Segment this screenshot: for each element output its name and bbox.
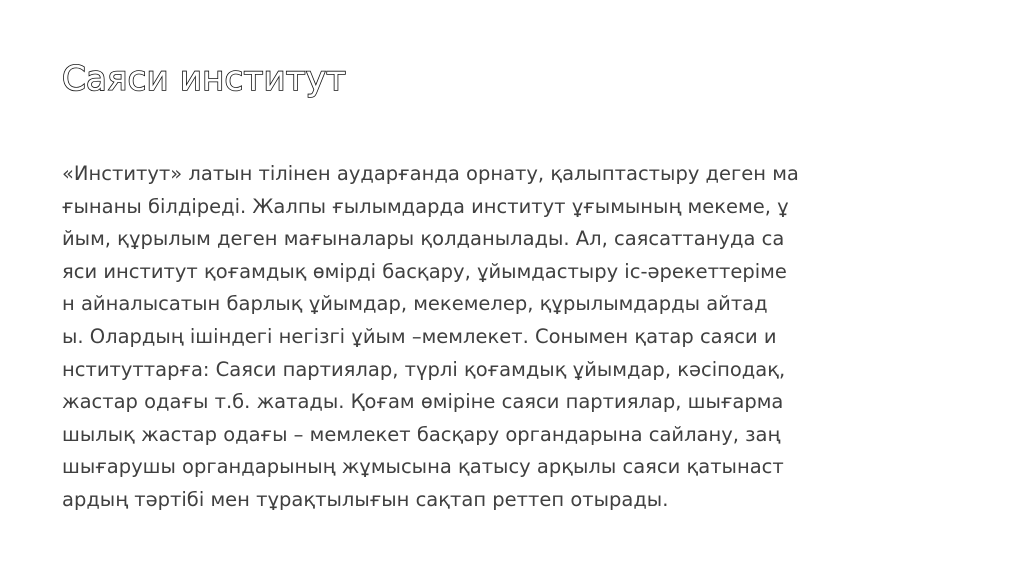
slide-body-text — [62, 158, 962, 517]
body-line: «Институт» латын тілінен аударғанда орнату, қалыптастыру деген ма — [62, 162, 799, 185]
body-line: ғынаны білдіреді. Жалпы ғылымдарда институт ұғымының мекеме, ұ — [62, 194, 789, 218]
body-line: жастар одағы т.б. жатады. Қоғам өміріне саяси партиялар, шығарма — [62, 390, 784, 414]
body-line: н айналысатын барлық ұйымдар, мекемелер, құрылымдарды айтад — [62, 292, 768, 316]
body-line: шығарушы органдарының жұмысына қатысу арқылы саяси қатынаст — [62, 455, 784, 479]
body-line: яси институт қоғамдық өмірді басқару, ұйымдастыру іс-әрекеттеріме — [62, 259, 787, 283]
body-line: йым, құрылым деген мағыналары қолданылады. Ал, саясаттануда са — [62, 227, 785, 251]
slide-title: Саяси институт — [62, 59, 347, 99]
body-line: нституттарға: Саяси партиялар, түрлі қоғамдық ұйымдар, кәсіподақ, — [62, 357, 786, 381]
body-line: шылық жастар одағы – мемлекет басқару органдарына сайлану, заң — [62, 422, 781, 446]
body-line: ардың тәртібі мен тұрақтылығын сақтап реттеп отырады. — [62, 487, 669, 511]
body-line: ы. Олардың ішіндегі негізгі ұйым –мемлекет. Сонымен қатар саяси и — [62, 324, 777, 348]
